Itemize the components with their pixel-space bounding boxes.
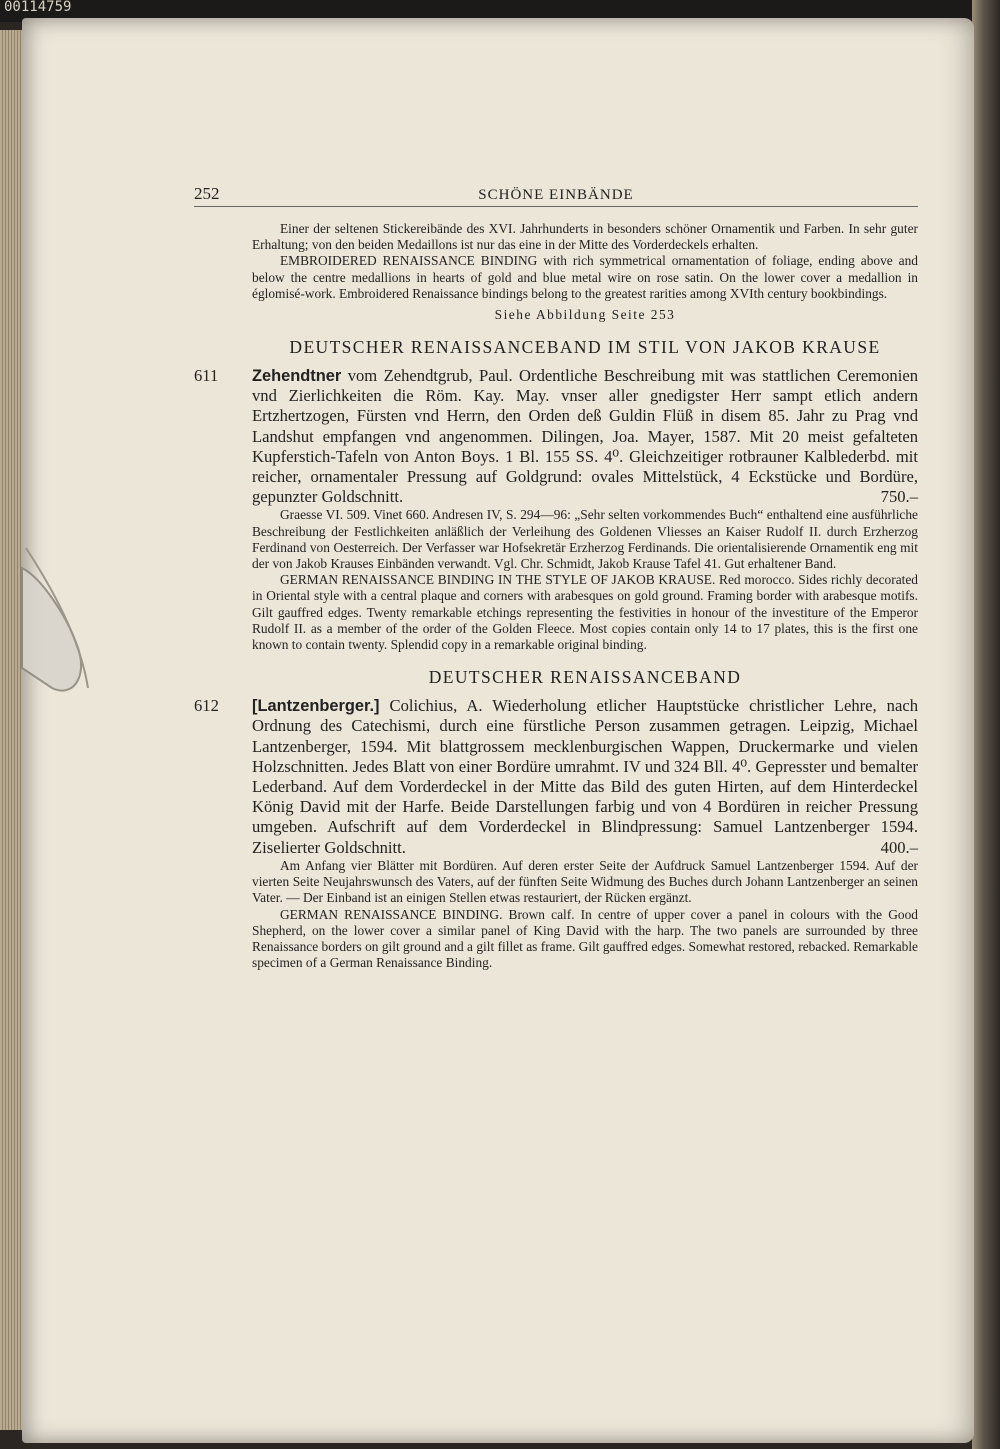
bookmark-clip-icon	[22, 548, 96, 728]
entry-number: 611	[194, 366, 219, 386]
entry-english-note: GERMAN RENAISSANCE BINDING. Brown calf. In centre of upper cover a panel in colours with the Good Shepherd, on the lower cover a similar panel of King David with the harp. The two panels are surrounded by three Renaissance borders on gilt ground and a gilt fillet as frame. Gilt gauffred edges. Somewhat restored, rebacked. Remarkable specimen of a German Renaissance Binding.	[252, 906, 918, 971]
entry-german-note: Am Anfang vier Blätter mit Bordüren. Auf deren erster Seite der Aufdruck Samuel Lantzenberger 1594. Auf der vierten Seite Neujahrswunsch des Vaters, auf der fünften Seite Widmung des Buches durch Johann Lantzenberger an seinen Vater. — Der Einband ist an einigen Stellen etwas restauriert, der Rücken ergänzt.	[252, 857, 918, 906]
entry-english-note: GERMAN RENAISSANCE BINDING IN THE STYLE OF JAKOB KRAUSE. Red morocco. Sides richly decorated in Oriental style with a central plaque and corners with arabesques on gold ground. Framing border with arabesque motifs. Gilt gauffred edges. Twenty remarkable etchings representing the festivities in honour of the investiture of the Emperor Rudolf II. as a member of the order of the Golden Fleece. Most copies contain only 14 to 17 plates, this is the first one known to contain twenty. Splendid copy in a remarkable original binding.	[252, 572, 918, 653]
section-title: DEUTSCHER RENAISSANCEBAND IM STIL VON JAKOB KRAUSE	[289, 337, 881, 358]
entry-price: 400.–	[880, 837, 918, 857]
scan-label: 00114759	[4, 0, 72, 15]
entry-author: Zehendtner	[252, 367, 342, 386]
see-figure-note: Siehe Abbildung Seite 253	[494, 307, 676, 323]
entry-description	[234, 696, 918, 858]
catalog-entry	[194, 696, 918, 858]
intro-german-note: Einer der seltenen Stickereibände des XVI. Jahrhunderts in besonders schöner Ornamentik und Farben. In sehr guter Erhaltung; von den beiden Medaillons ist nur das eine in der Mitte des Vorderdeckels erhalten.	[252, 221, 918, 253]
entry-body: Colichius, A. Wiederholung etlicher Hauptstücke christlicher Lehre, nach Ordnung des Catechismi, durch eine fürstliche Person zusammen getragen. Leipzig, Michael Lantzenberger, 1594. Mit blattgrossem mecklenburgischen Wappen, Druckermarke und vielen Holzschnitten. Jedes Blatt von einer Bordüre umrahmt. IV und 324 Bll. 4⁰. Gepresster und bemalter Lederband. Auf dem Vorderdeckel in der Mitte das Bild des guten Hirten, auf dem Hinterdeckel König David mit der Harfe. Beide Darstellungen farbig und von 4 Bordüren in reicher Pressung umgeben. Aufschrift auf dem Vorderdeckel in Blindpressung: Samuel Lantzenberger 1594. Ziselierter Goldschnitt.	[252, 696, 918, 857]
entry-price: 750.–	[880, 487, 918, 507]
book-right-edge	[972, 0, 1000, 1449]
section-title: DEUTSCHER RENAISSANCEBAND	[428, 667, 742, 688]
running-head: SCHÖNE EINBÄNDE	[478, 187, 634, 203]
catalog-entry	[194, 366, 918, 507]
entry-german-note: Graesse VI. 509. Vinet 660. Andresen IV, S. 294—96: „Sehr selten vorkommendes Buch“ enthaltend eine ausführliche Beschreibung der Festlichkeiten anläßlich der Verleihung des Goldenen Vliesses an Kaiser Rudolf II. durch Erzherzog Ferdinand von Oesterreich. Der Verfasser war Hofsekretär Erzherzog Ferdinands. Die orientalisierende Ornamentik eng mit der von Jakob Krauses Einbänden verwandt. Vgl. Chr. Schmidt, Jakob Krause Tafel 41. Gut erhaltener Band.	[252, 507, 918, 572]
page-number: 252	[194, 184, 220, 203]
page-header	[194, 184, 918, 207]
entry-author: [Lantzenberger.]	[252, 697, 380, 716]
page-content	[194, 184, 918, 971]
entry-description	[234, 366, 918, 507]
intro-english-note: EMBROIDERED RENAISSANCE BINDING with rich symmetrical ornamentation of foliage, ending above and below the centre medallions in hearts of gold and blue metal wire on rose satin. On the lower cover a medallion in églomisé-work. Embroidered Renaissance bindings belong to the greatest rarities among XVIth century bookbindings.	[252, 253, 918, 301]
entry-body: vom Zehendtgrub, Paul. Ordentliche Beschreibung mit was stattlichen Ceremonien vnd Zierlichkeiten die Röm. Kay. May. vnser aller gnedigster Herr sampt etlich andern Ertzhertzogen, Fürsten vnd Herrn, den Orden deß Guldin Flüß in disem 85. Jahr zu Prag vnd Landshut empfangen vnd angenommen. Dilingen, Joa. Mayer, 1587. Mit 20 meist gefalteten Kupferstich-Tafeln von Anton Boys. 1 Bl. 155 SS. 4⁰. Gleichzeitiger rotbrauner Kalblederbd. mit reicher, ornamentaler Pressung auf Goldgrund: ovales Mittelstück, 4 Eckstücke und Bordüre, gepunzter Goldschnitt.	[252, 366, 918, 507]
entry-number: 612	[194, 696, 219, 716]
book-page	[22, 18, 974, 1443]
